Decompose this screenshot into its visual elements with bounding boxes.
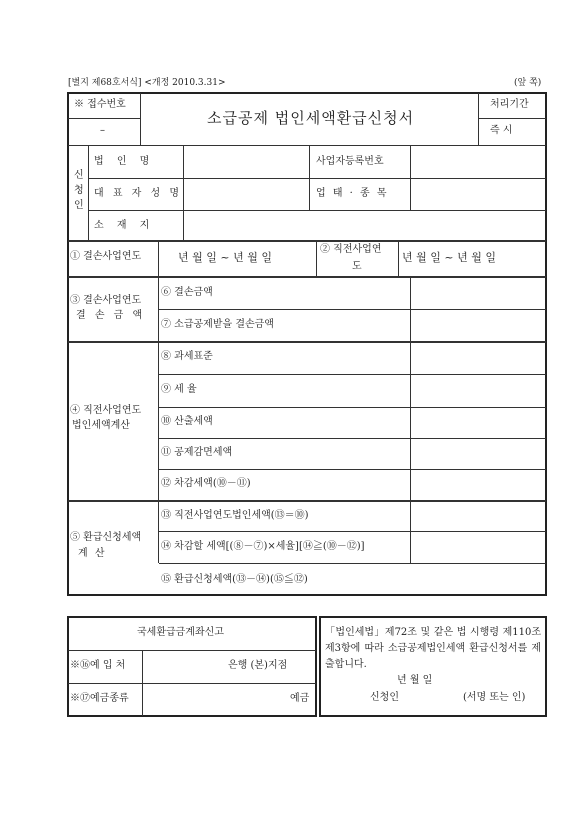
row-9-field[interactable] — [412, 376, 544, 405]
signature-field[interactable]: (서명 또는 인) — [463, 692, 526, 703]
bank-field[interactable]: 은행 (본)지점 — [228, 660, 288, 671]
processing-period-label: 처리기간 — [490, 99, 529, 110]
row-10-field[interactable] — [412, 409, 544, 436]
row-9-label: ⑨ 세 율 — [161, 384, 197, 395]
form-title: 소급공제 법인세액환급신청서 — [207, 109, 415, 127]
row-7-label: ⑦ 소급공제받을 결손금액 — [161, 319, 274, 330]
loss-amount-label-cont: 결 손 금 액 — [76, 310, 146, 321]
loss-year-label: ① 결손사업연도 — [70, 251, 142, 262]
row-13-field[interactable] — [412, 502, 544, 529]
industry-label: 업 태 · 종 목 — [316, 188, 389, 199]
bank-label: ※⑯예 입 처 — [70, 660, 126, 671]
declaration-date[interactable]: 년 월 일 — [397, 675, 433, 686]
row-13-label: ⑬ 직전사업연도법인세액(⑬＝⑩) — [161, 510, 309, 521]
refund-calc-label-cont: 계 산 — [78, 548, 107, 559]
processing-period-value: 즉 시 — [490, 125, 513, 136]
declaration-text: 「법인세법」제72조 및 같은 법 시행령 제110조제3항에 따라 소급공제법인세액 환급신청서를 제출합니다. — [325, 627, 541, 670]
address-label: 소 재 지 — [94, 220, 155, 231]
row-14-label: ⑭ 차감할 세액[(⑧－⑦)×세율][⑭≧(⑩－⑫)] — [161, 541, 365, 552]
row-6-field[interactable] — [412, 279, 544, 307]
page-side-label: (앞 쪽) — [514, 78, 542, 88]
applicant-group-label: 신 청 인 — [74, 170, 84, 211]
loss-amount-label: ③ 결손사업연도 — [70, 295, 142, 306]
account-type-field[interactable]: 예금 — [290, 693, 310, 704]
biz-reg-no-label: 사업자등록번호 — [316, 156, 384, 167]
account-box-title: 국세환급금계좌신고 — [137, 627, 224, 638]
row-6-label: ⑥ 결손금액 — [161, 287, 213, 298]
row-8-label: ⑧ 과세표준 — [161, 351, 213, 362]
corp-name-label: 법 인 명 — [94, 156, 155, 167]
biz-reg-no-field[interactable] — [412, 148, 544, 176]
row-12-field[interactable] — [412, 471, 544, 498]
row-14-field[interactable] — [412, 533, 544, 561]
prev-tax-label: ④ 직전사업연도 — [70, 405, 142, 416]
row-10-label: ⑩ 산출세액 — [161, 416, 213, 427]
row-7-field[interactable] — [412, 311, 544, 339]
corp-name-field[interactable] — [185, 148, 307, 176]
receipt-number-label: ※ 접수번호 — [74, 99, 126, 110]
industry-field[interactable] — [412, 180, 544, 208]
row-11-field[interactable] — [412, 440, 544, 467]
applicant-label: 신청인 — [370, 692, 399, 703]
prev-tax-label-cont: 법인세액계산 — [72, 420, 130, 431]
rep-name-field[interactable] — [185, 180, 307, 208]
receipt-number-value: – — [100, 125, 105, 136]
row-15-label: ⑮ 환급신청세액(⑬－⑭)(⑮≦⑫) — [161, 574, 308, 585]
form-reference: [별지 제68호서식] <개정 2010.3.31> — [68, 78, 226, 88]
row-15-field[interactable] — [412, 565, 544, 594]
row-11-label: ⑪ 공제감면세액 — [161, 447, 233, 458]
account-type-label: ※⑰예금종류 — [70, 693, 129, 704]
refund-calc-label: ⑤ 환급신청세액 — [70, 532, 142, 543]
address-field[interactable] — [185, 212, 544, 238]
prev-year-label: ② 직전사업연 — [320, 244, 382, 255]
rep-name-label: 대 표 자 성 명 — [94, 188, 183, 199]
row-12-label: ⑫ 차감세액(⑩－⑪) — [161, 478, 251, 489]
prev-year-period[interactable]: 년 월 일 ~ 년 월 일 — [402, 251, 496, 264]
prev-year-label-cont: 도 — [352, 261, 362, 272]
row-8-field[interactable] — [412, 343, 544, 372]
loss-year-period[interactable]: 년 월 일 ~ 년 월 일 — [178, 251, 272, 264]
